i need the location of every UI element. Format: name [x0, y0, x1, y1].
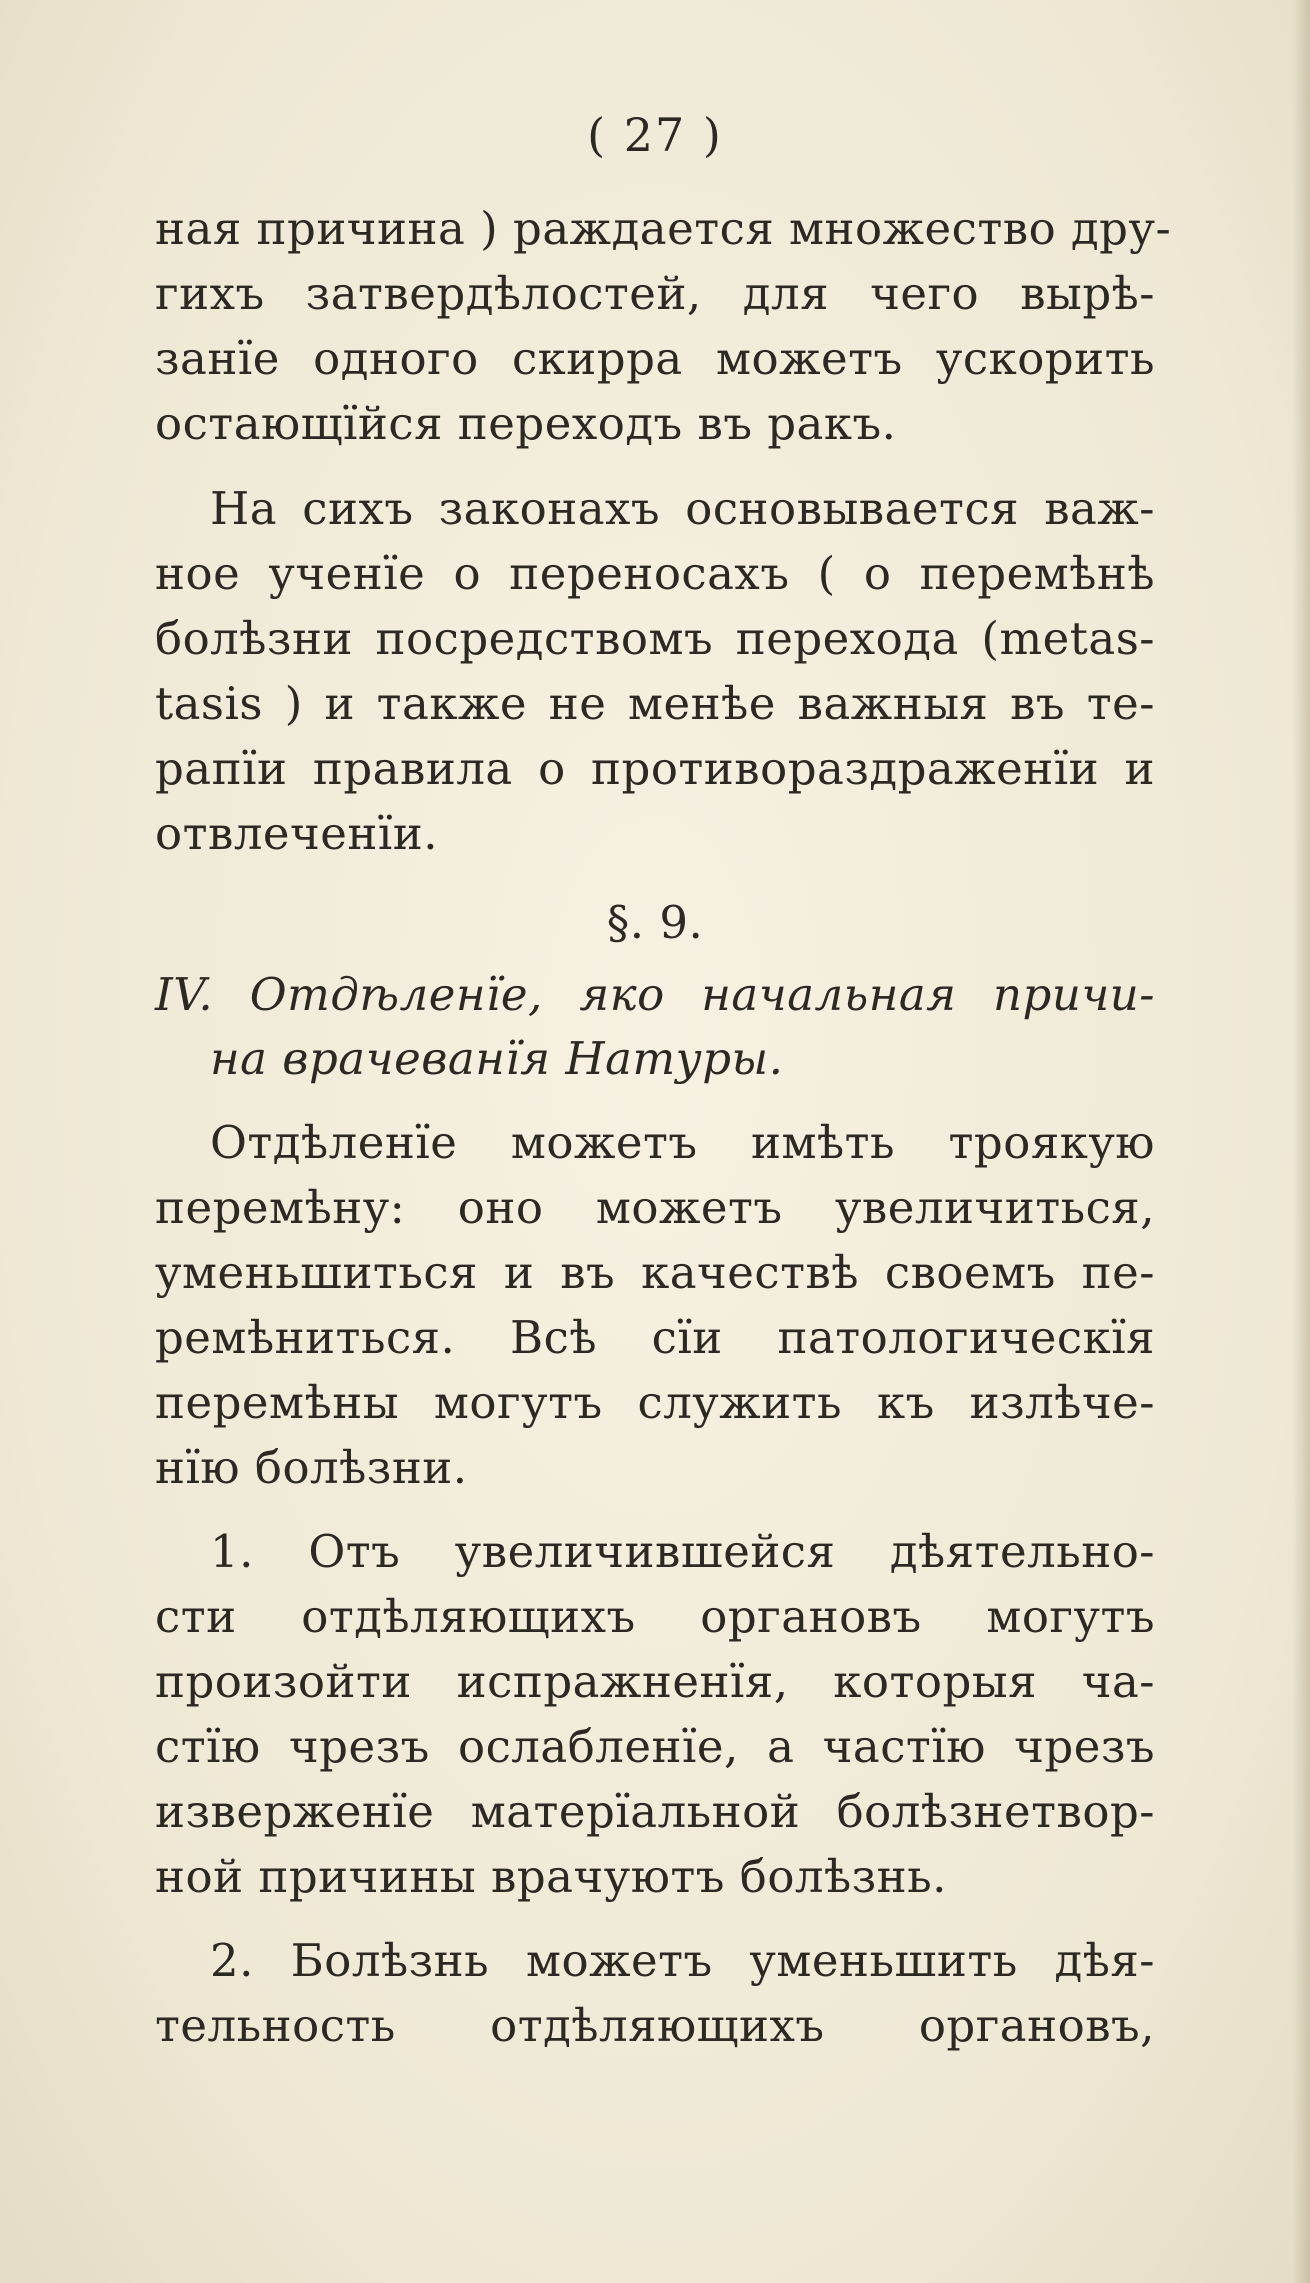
- text-line: ной причины врачуютъ болѣзнь.: [155, 1850, 947, 1903]
- section-heading-line: IV. Отдѣленїе, яко начальная причи-: [155, 968, 1155, 1021]
- text-line: отвлеченїи.: [155, 807, 439, 860]
- text-line: уменьшиться и въ качествѣ своемъ пе-: [155, 1246, 1155, 1299]
- page-edge-shadow: [1292, 0, 1310, 2283]
- text-line: остающїйся переходъ въ ракъ.: [155, 397, 897, 450]
- text-line: Отдѣленїе можетъ имѣть троякую: [210, 1116, 1155, 1169]
- text-line: сти отдѣляющихъ органовъ могутъ: [155, 1590, 1155, 1643]
- text-line: гихъ затвердѣлостей, для чего вырѣ-: [155, 267, 1155, 320]
- text-line: 1. Отъ увеличившейся дѣятельно-: [210, 1525, 1155, 1578]
- text-line: ремѣниться. Всѣ сїи патологическїя: [155, 1311, 1155, 1364]
- text-line: 2. Болѣзнь можетъ уменьшить дѣя-: [210, 1934, 1155, 1987]
- text-line: стїю чрезъ ослабленїе, а частїю чрезъ: [155, 1720, 1155, 1773]
- text-line: перемѣну: оно можетъ увеличиться,: [155, 1181, 1155, 1234]
- text-line: рапїи правила о противораздраженїи и: [155, 742, 1155, 795]
- text-line: тельность отдѣляющихъ органовъ,: [155, 1999, 1155, 2052]
- text-line: На сихъ законахъ основывается важ-: [210, 482, 1155, 535]
- text-line: нїю болѣзни.: [155, 1441, 468, 1494]
- text-line: болѣзни посредствомъ перехода (metas-: [155, 612, 1155, 665]
- section-heading-line: на врачеванїя Натуры.: [210, 1032, 784, 1085]
- text-line: занїе одного скирра можетъ ускорить: [155, 332, 1155, 385]
- section-mark: §. 9.: [606, 896, 704, 949]
- text-line: произойти испражненїя, которыя ча-: [155, 1655, 1155, 1708]
- text-line: изверженїе матерїальной болѣзнетвор-: [155, 1785, 1155, 1838]
- text-line: ная причина ) раждается множество дру-: [155, 202, 1172, 255]
- text-line: tasis ) и также не менѣе важныя въ те-: [155, 677, 1155, 730]
- text-line: ное ученїе о переносахъ ( о перемѣнѣ: [155, 547, 1155, 600]
- page-number: ( 27 ): [587, 108, 723, 162]
- text-line: перемѣны могутъ служить къ излѣче-: [155, 1376, 1155, 1429]
